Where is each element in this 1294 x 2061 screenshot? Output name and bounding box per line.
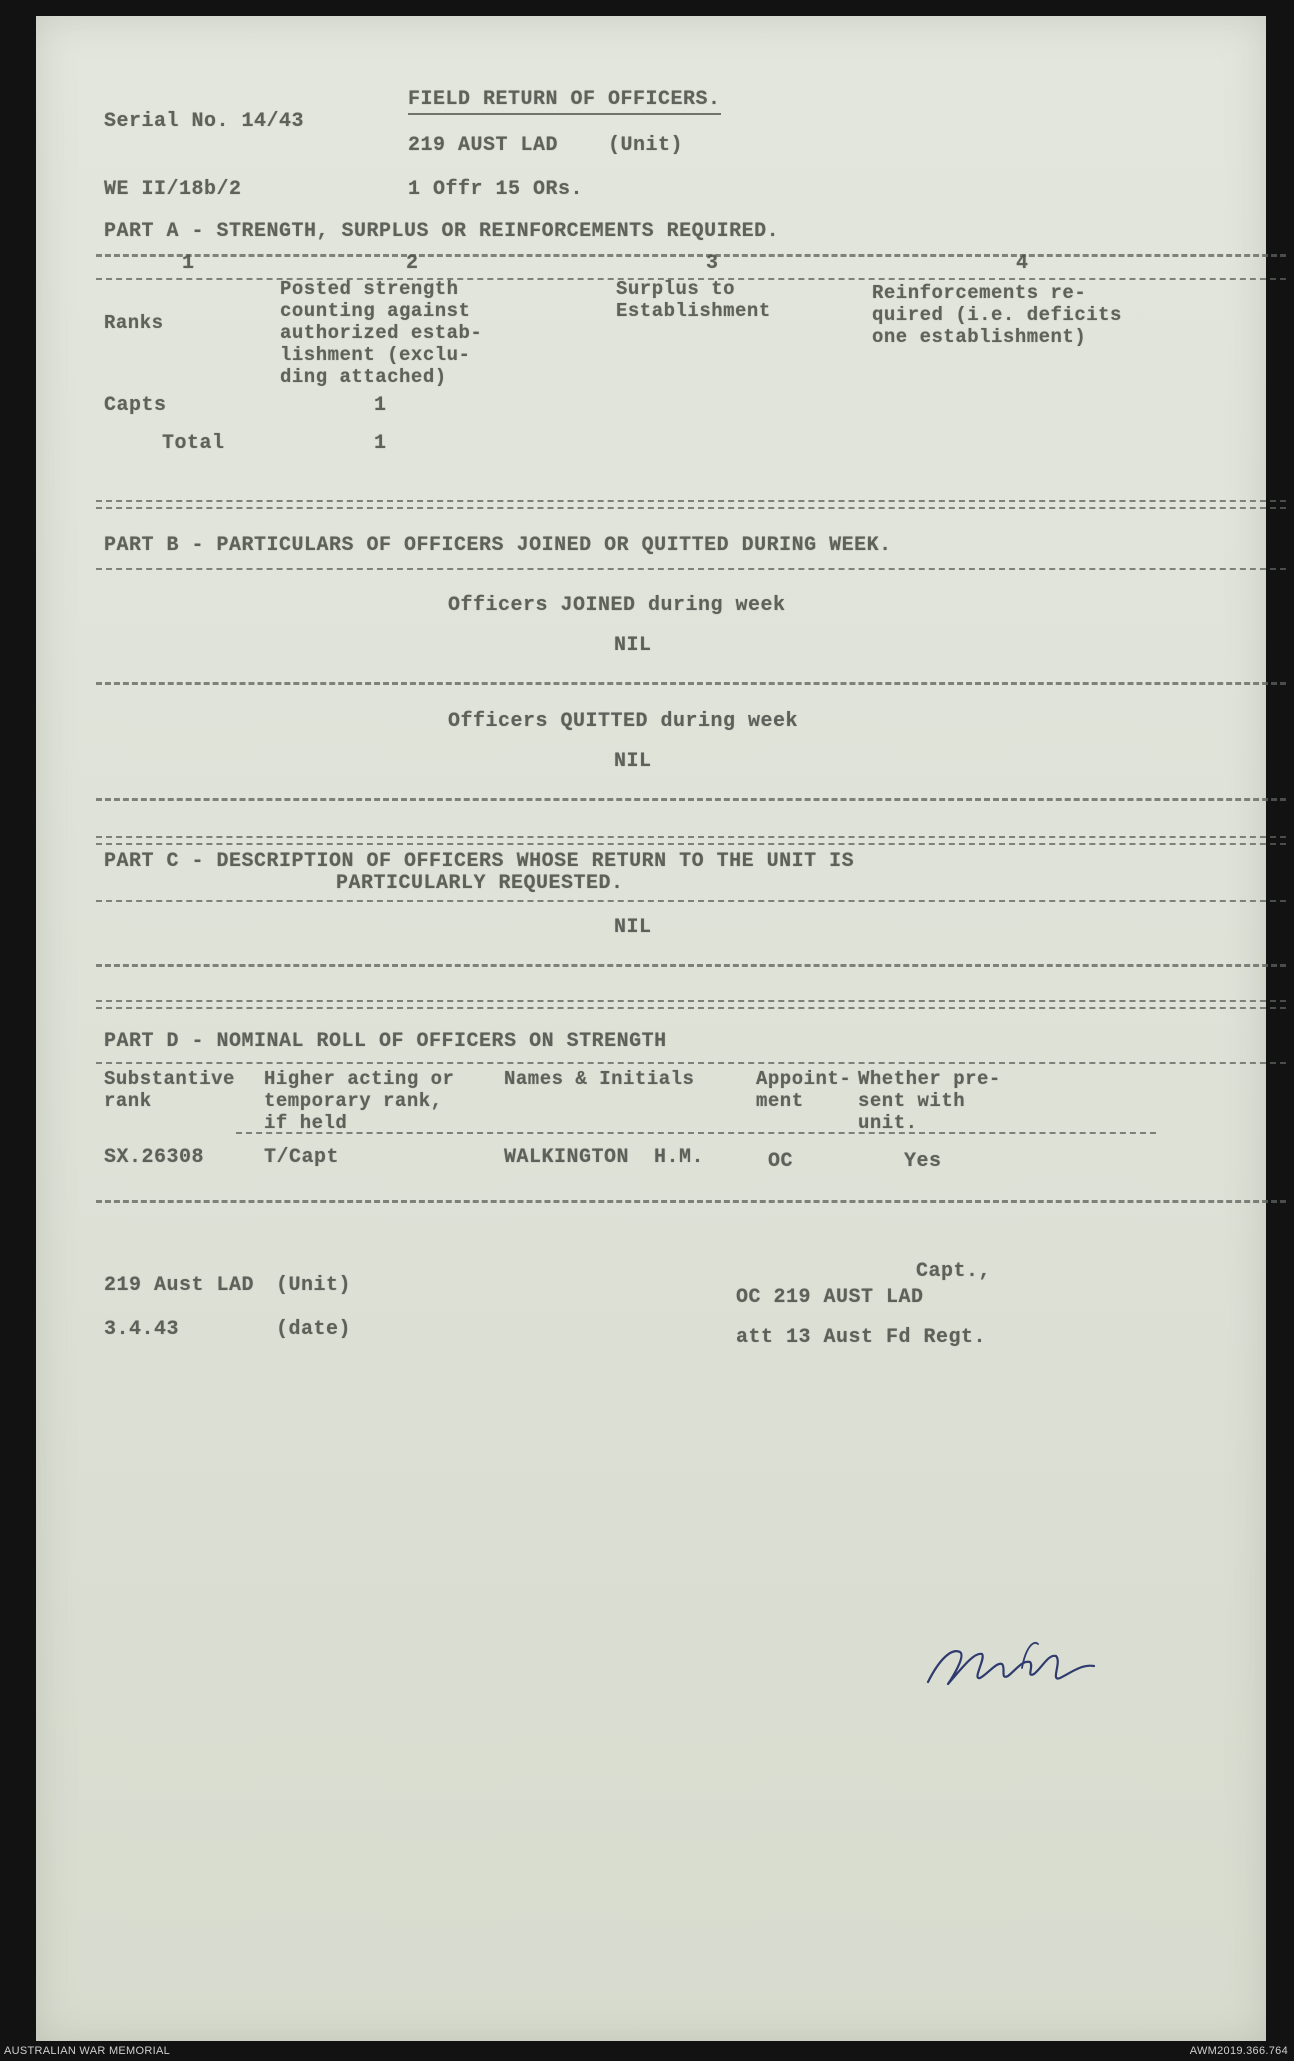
joined-value: NIL: [614, 634, 652, 657]
signature-att-line: att 13 Aust Fd Regt.: [736, 1326, 987, 1349]
divider: [96, 568, 1286, 570]
header-appointment: Appoint- ment: [756, 1068, 852, 1112]
footer-date-label: (date): [276, 1318, 352, 1341]
divider: [236, 1132, 1156, 1134]
serial-number: Serial No. 14/43: [104, 110, 305, 133]
part-c-value: NIL: [614, 916, 652, 939]
divider: [96, 1062, 1286, 1064]
header-substantive-rank: Substantive rank: [104, 1068, 235, 1112]
we-reference: WE II/18b/2: [104, 178, 242, 201]
divider: [96, 682, 1286, 685]
divider: [96, 1200, 1286, 1203]
part-d-heading: PART D - NOMINAL ROLL OF OFFICERS ON STRENGTH: [104, 1030, 667, 1053]
joined-label: Officers JOINED during week: [448, 594, 786, 617]
header-higher-rank: Higher acting or temporary rank, if held: [264, 1068, 455, 1134]
part-c-heading-line1: PART C - DESCRIPTION OF OFFICERS WHOSE RETURN TO THE UNIT IS: [104, 850, 855, 873]
row-total-rank: Total: [162, 432, 225, 455]
row-higher: T/Capt: [264, 1146, 340, 1169]
signature-icon: [922, 1638, 1122, 1696]
archive-label-right: AWM2019.366.764: [1189, 2045, 1288, 2057]
divider: [96, 798, 1286, 801]
header-posted-strength: Posted strength counting against authorized estab- lishment (exclu- ding attached): [280, 278, 483, 388]
header-reinforcements: Reinforcements re- quired (i.e. deficits one establishment): [872, 282, 1122, 348]
row-total-posted: 1: [374, 432, 387, 455]
quitted-value: NIL: [614, 750, 652, 773]
divider: [96, 1000, 1286, 1009]
signature-capt: Capt.,: [916, 1260, 992, 1283]
row-capts-posted: 1: [374, 394, 387, 417]
footer-unit: 219 Aust LAD: [104, 1274, 255, 1297]
header-present: Whether pre- sent with unit.: [858, 1068, 1001, 1134]
part-c-heading-line2: PARTICULARLY REQUESTED.: [336, 872, 624, 895]
part-a-heading: PART A - STRENGTH, SURPLUS OR REINFORCEMENTS REQUIRED.: [104, 220, 780, 243]
divider: [96, 964, 1286, 967]
strength-line: 1 Offr 15 ORs.: [408, 178, 584, 201]
col-number-3: 3: [706, 252, 719, 275]
divider: [96, 836, 1286, 845]
row-substantive: SX.26308: [104, 1146, 205, 1169]
header-surplus: Surplus to Establishment: [616, 278, 771, 322]
unit-line: 219 AUST LAD (Unit): [408, 134, 684, 157]
quitted-label: Officers QUITTED during week: [448, 710, 799, 733]
document-page: [36, 16, 1266, 2041]
document-title: FIELD RETURN OF OFFICERS.: [408, 88, 721, 115]
row-present: Yes: [904, 1150, 942, 1173]
col-number-2: 2: [406, 252, 419, 275]
row-capts-rank: Capts: [104, 394, 167, 417]
footer-unit-label: (Unit): [276, 1274, 352, 1297]
divider: [96, 254, 1286, 257]
header-names: Names & Initials: [504, 1068, 695, 1090]
row-name: WALKINGTON H.M.: [504, 1146, 705, 1169]
header-ranks: Ranks: [104, 312, 164, 334]
col-number-4: 4: [1016, 252, 1029, 275]
col-number-1: 1: [182, 252, 195, 275]
archive-label-left: AUSTRALIAN WAR MEMORIAL: [4, 2045, 171, 2057]
divider: [96, 900, 1286, 902]
divider: [96, 500, 1286, 509]
row-appointment: OC: [768, 1150, 794, 1173]
signature-oc-line: OC 219 AUST LAD: [736, 1286, 924, 1309]
part-b-heading: PART B - PARTICULARS OF OFFICERS JOINED OR QUITTED DURING WEEK.: [104, 534, 892, 557]
footer-date: 3.4.43: [104, 1318, 180, 1341]
